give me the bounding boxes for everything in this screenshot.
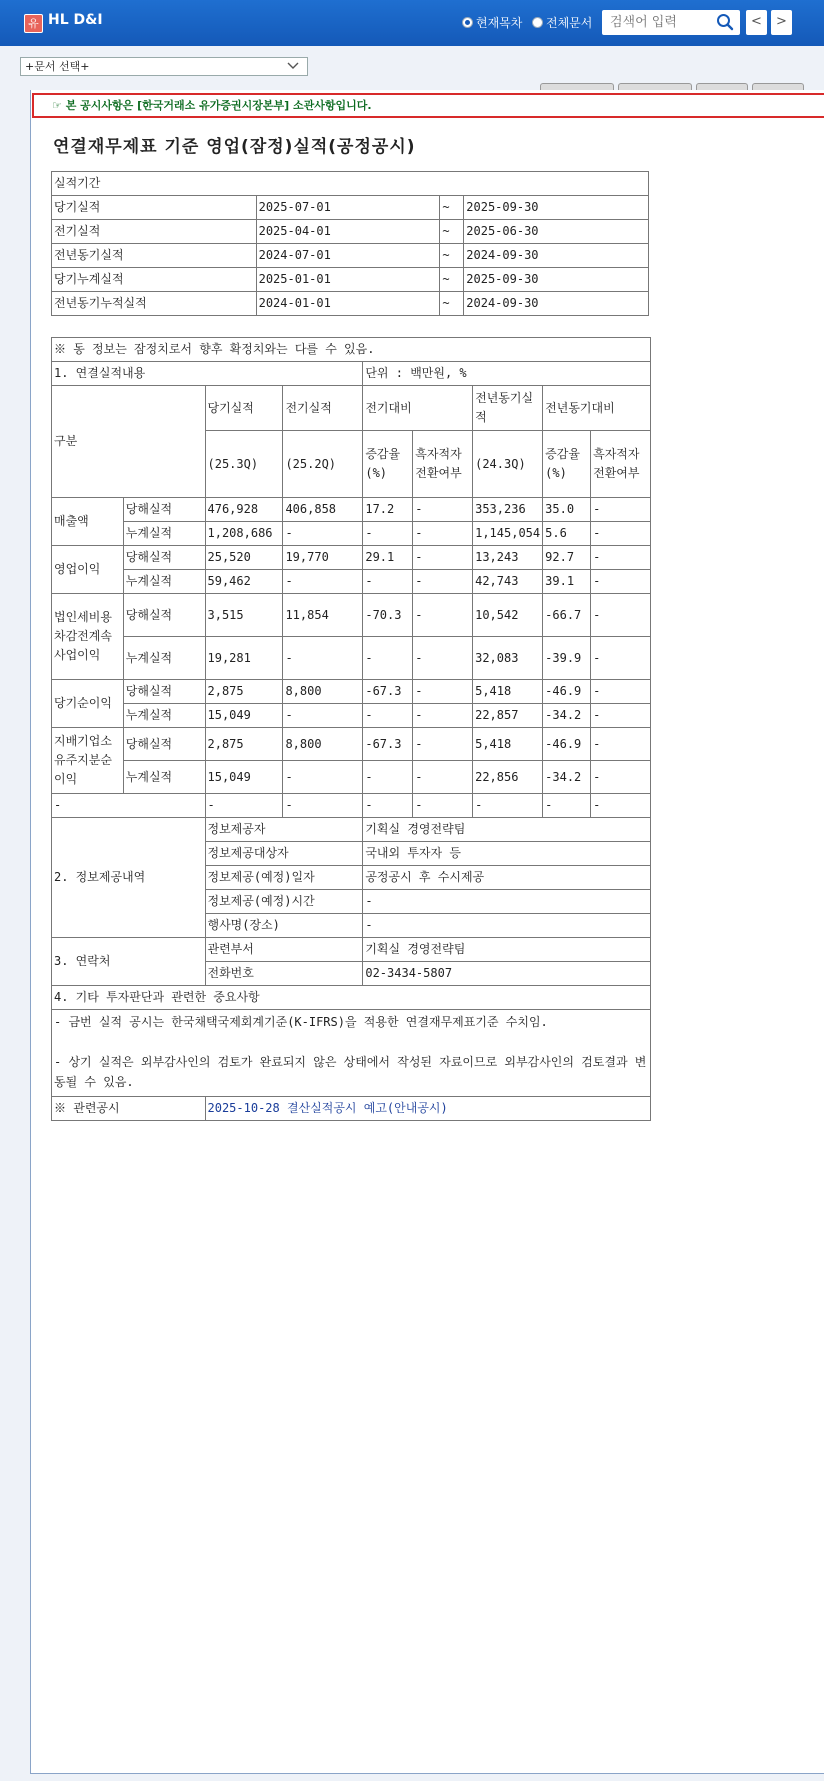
- table-row: [52, 637, 651, 680]
- section-4-notes: [52, 1010, 651, 1097]
- cell-turnaround: -: [413, 680, 473, 704]
- header-last-year: 전년동기실적: [473, 386, 543, 431]
- cell-turnaround: -: [413, 761, 473, 794]
- period-tilde: ~: [440, 220, 464, 244]
- cell-turnaround: -: [413, 594, 473, 637]
- table-row: [52, 794, 651, 818]
- info-value: 국내외 투자자 등: [363, 842, 651, 866]
- header-rate: 증감율(%): [363, 431, 413, 498]
- row-type: 당해실적: [123, 594, 205, 637]
- header-gubun: 구분: [52, 386, 206, 498]
- table-row: [52, 680, 651, 704]
- cell-turnaround-ly: -: [591, 546, 651, 570]
- cell-rate: -67.3: [363, 680, 413, 704]
- table-row: [52, 498, 651, 522]
- cell-last-year: 32,083: [473, 637, 543, 680]
- header-turnaround: 흑자적자전환여부: [413, 431, 473, 498]
- info-value: -: [363, 914, 651, 938]
- cell-rate: -: [363, 761, 413, 794]
- table-row: [52, 728, 651, 761]
- row-type: 당해실적: [123, 546, 205, 570]
- section-2-heading: 2. 정보제공내역: [52, 818, 206, 938]
- cell-last-year: 42,743: [473, 570, 543, 594]
- cell-turnaround: -: [413, 704, 473, 728]
- header-last-year-quarter: (24.3Q): [473, 431, 543, 498]
- header-previous-quarter: (25.2Q): [283, 431, 363, 498]
- period-to: 2025-09-30: [464, 196, 649, 220]
- cell-turnaround-ly: -: [591, 570, 651, 594]
- radio-dot-icon[interactable]: [462, 17, 473, 28]
- row-type: 당해실적: [123, 728, 205, 761]
- cell-current: 2,875: [205, 728, 283, 761]
- search-icon[interactable]: [716, 13, 734, 31]
- contact-key: 전화번호: [205, 962, 363, 986]
- cell-rate-ly: 5.6: [543, 522, 591, 546]
- cell-rate: -: [363, 522, 413, 546]
- cell-current: 25,520: [205, 546, 283, 570]
- contact-value: 02-3434-5807: [363, 962, 651, 986]
- note-1: - 금번 실적 공시는 한국채택국제회계기준(K-IFRS)을 적용한 연결재무제표기준 수치임.: [54, 1015, 548, 1029]
- cell-previous: 11,854: [283, 594, 363, 637]
- cell-last-year: 1,145,054: [473, 522, 543, 546]
- cell-last-year: 10,542: [473, 594, 543, 637]
- dash-cell: -: [205, 794, 283, 818]
- row-type: 누계실적: [123, 522, 205, 546]
- table-row: [52, 268, 649, 292]
- cell-last-year: 5,418: [473, 680, 543, 704]
- cell-rate-ly: 35.0: [543, 498, 591, 522]
- row-type: 누계실적: [123, 704, 205, 728]
- period-tilde: ~: [440, 268, 464, 292]
- cell-previous: 19,770: [283, 546, 363, 570]
- period-to: 2024-09-30: [464, 244, 649, 268]
- info-value: -: [363, 890, 651, 914]
- related-disclosure-link[interactable]: 2025-10-28 결산실적공시 예고(안내공시): [207, 1101, 448, 1115]
- contact-value: 기획실 경영전략팀: [363, 938, 651, 962]
- cell-turnaround-ly: -: [591, 704, 651, 728]
- metric-name: 법인세비용차감전계속사업이익: [52, 594, 124, 680]
- info-value: 기획실 경영전략팀: [363, 818, 651, 842]
- period-from: 2025-04-01: [256, 220, 440, 244]
- cell-last-year: 22,857: [473, 704, 543, 728]
- period-label: 당기실적: [52, 196, 257, 220]
- period-from: 2024-07-01: [256, 244, 440, 268]
- section-3-heading: 3. 연락처: [52, 938, 206, 986]
- header-current-quarter: (25.3Q): [205, 431, 283, 498]
- period-from: 2025-01-01: [256, 268, 440, 292]
- cell-turnaround: -: [413, 522, 473, 546]
- info-key: 행사명(장소): [205, 914, 363, 938]
- period-from: 2024-01-01: [256, 292, 440, 316]
- next-button[interactable]: >: [771, 10, 792, 35]
- row-type: 누계실적: [123, 570, 205, 594]
- cell-turnaround-ly: -: [591, 498, 651, 522]
- period-table: [51, 171, 649, 316]
- related-cell: [205, 1097, 651, 1121]
- header-turnaround-ly: 흑자적자전환여부: [591, 431, 651, 498]
- metric-name: 매출액: [52, 498, 124, 546]
- table-row: [52, 522, 651, 546]
- cell-rate: 17.2: [363, 498, 413, 522]
- document-select[interactable]: [20, 57, 308, 76]
- table-row: [52, 292, 649, 316]
- header-vs-previous: 전기대비: [363, 386, 473, 431]
- app-logo-icon: 유: [24, 14, 43, 33]
- period-header: 실적기간: [52, 172, 649, 196]
- row-type: 당해실적: [123, 498, 205, 522]
- note-spacer: [54, 1032, 648, 1052]
- cell-turnaround-ly: -: [591, 761, 651, 794]
- row-type: 누계실적: [123, 761, 205, 794]
- cell-rate-ly: 39.1: [543, 570, 591, 594]
- header-rate-ly: 증감율(%): [543, 431, 591, 498]
- cell-previous: -: [283, 570, 363, 594]
- radio-all-label: 전체문서: [546, 16, 593, 30]
- period-label: 당기누계실적: [52, 268, 257, 292]
- info-value: 공정공시 후 수시제공: [363, 866, 651, 890]
- table-row: [52, 220, 649, 244]
- header-vs-last-year: 전년동기대비: [543, 386, 651, 431]
- cell-rate: -: [363, 637, 413, 680]
- radio-current-label: 현재목차: [476, 16, 523, 30]
- metric-name: 당기순이익: [52, 680, 124, 728]
- period-tilde: ~: [440, 292, 464, 316]
- period-from: 2025-07-01: [256, 196, 440, 220]
- section-4-heading: 4. 기타 투자판단과 관련한 중요사항: [52, 986, 651, 1010]
- app-title: HL D&I: [48, 12, 103, 28]
- period-to: 2025-09-30: [464, 268, 649, 292]
- dash-cell: -: [543, 794, 591, 818]
- cell-rate-ly: -66.7: [543, 594, 591, 637]
- header-current: 당기실적: [205, 386, 283, 431]
- search-input[interactable]: [608, 10, 716, 35]
- caution-text: ※ 동 정보는 잠정치로서 향후 확정치와는 다를 수 있음.: [52, 338, 651, 362]
- info-key: 정보제공(예정)시간: [205, 890, 363, 914]
- cell-turnaround-ly: -: [591, 594, 651, 637]
- table-row: [52, 938, 651, 962]
- cell-previous: -: [283, 522, 363, 546]
- radio-current-toc[interactable]: [462, 14, 522, 31]
- related-label: ※ 관련공시: [52, 1097, 206, 1121]
- period-to: 2025-06-30: [464, 220, 649, 244]
- cell-current: 2,875: [205, 680, 283, 704]
- row-type: 당해실적: [123, 680, 205, 704]
- cell-rate: -: [363, 704, 413, 728]
- cell-rate: -67.3: [363, 728, 413, 761]
- note-2: - 상기 실적은 외부감사인의 검토가 완료되지 않은 상태에서 작성된 자료이므로 외부감사인의 검토결과 변동될 수 있음.: [54, 1055, 647, 1089]
- jurisdiction-notice: ☞ 본 공시사항은 [한국거래소 유가증권시장본부] 소관사항입니다.: [32, 93, 824, 118]
- period-tilde: ~: [440, 196, 464, 220]
- cell-turnaround: -: [413, 728, 473, 761]
- results-table: [51, 337, 651, 1121]
- cell-turnaround: -: [413, 637, 473, 680]
- cell-rate: -: [363, 570, 413, 594]
- info-key: 정보제공자: [205, 818, 363, 842]
- cell-rate-ly: 92.7: [543, 546, 591, 570]
- info-key: 정보제공(예정)일자: [205, 866, 363, 890]
- metric-name: 영업이익: [52, 546, 124, 594]
- period-label: 전기실적: [52, 220, 257, 244]
- cell-turnaround-ly: -: [591, 680, 651, 704]
- cell-rate-ly: -46.9: [543, 680, 591, 704]
- top-bar: [0, 0, 824, 46]
- cell-turnaround: -: [413, 498, 473, 522]
- cell-rate: -70.3: [363, 594, 413, 637]
- cell-previous: -: [283, 637, 363, 680]
- table-row: [52, 818, 651, 842]
- search-box: [602, 10, 740, 35]
- cell-previous: 8,800: [283, 680, 363, 704]
- cell-current: 15,049: [205, 704, 283, 728]
- section-1-heading: 1. 연결실적내용: [52, 362, 363, 386]
- cell-current: 1,208,686: [205, 522, 283, 546]
- radio-dot-icon[interactable]: [532, 17, 543, 28]
- cell-current: 476,928: [205, 498, 283, 522]
- cell-turnaround-ly: -: [591, 522, 651, 546]
- cell-last-year: 353,236: [473, 498, 543, 522]
- cell-turnaround: -: [413, 546, 473, 570]
- table-row: [52, 244, 649, 268]
- table-row: [52, 196, 649, 220]
- dash-cell: -: [413, 794, 473, 818]
- cell-current: 15,049: [205, 761, 283, 794]
- unit-label: 단위 : 백만원, %: [363, 362, 651, 386]
- radio-all-docs[interactable]: [532, 14, 592, 31]
- cell-last-year: 5,418: [473, 728, 543, 761]
- cell-current: 59,462: [205, 570, 283, 594]
- document-body: [51, 126, 651, 1121]
- cell-turnaround-ly: -: [591, 637, 651, 680]
- chevron-down-icon: [287, 61, 299, 71]
- cell-rate-ly: -46.9: [543, 728, 591, 761]
- period-label: 전년동기실적: [52, 244, 257, 268]
- cell-previous: 8,800: [283, 728, 363, 761]
- metric-name: 지배기업소유주지분순이익: [52, 728, 124, 794]
- period-label: 전년동기누적실적: [52, 292, 257, 316]
- table-row: [52, 704, 651, 728]
- period-to: 2024-09-30: [464, 292, 649, 316]
- cell-rate: 29.1: [363, 546, 413, 570]
- dash-cell: -: [283, 794, 363, 818]
- cell-previous: -: [283, 704, 363, 728]
- dash-cell: -: [52, 794, 206, 818]
- table-row: [52, 761, 651, 794]
- row-type: 누계실적: [123, 637, 205, 680]
- cell-last-year: 22,856: [473, 761, 543, 794]
- period-tilde: ~: [440, 244, 464, 268]
- table-row: [52, 570, 651, 594]
- page-title: 연결재무제표 기준 영업(잠정)실적(공정공시): [53, 137, 416, 157]
- table-row: [52, 546, 651, 570]
- table-row: [52, 594, 651, 637]
- cell-rate-ly: -39.9: [543, 637, 591, 680]
- cell-previous: 406,858: [283, 498, 363, 522]
- cell-current: 3,515: [205, 594, 283, 637]
- dash-cell: -: [591, 794, 651, 818]
- cell-turnaround: -: [413, 570, 473, 594]
- cell-turnaround-ly: -: [591, 728, 651, 761]
- cell-rate-ly: -34.2: [543, 704, 591, 728]
- dash-cell: -: [473, 794, 543, 818]
- document-select-value: +문서 선택+: [25, 60, 90, 73]
- cell-previous: -: [283, 761, 363, 794]
- prev-button[interactable]: <: [746, 10, 767, 35]
- cell-last-year: 13,243: [473, 546, 543, 570]
- info-key: 정보제공대상자: [205, 842, 363, 866]
- cell-current: 19,281: [205, 637, 283, 680]
- contact-key: 관련부서: [205, 938, 363, 962]
- dash-cell: -: [363, 794, 413, 818]
- header-previous: 전기실적: [283, 386, 363, 431]
- cell-rate-ly: -34.2: [543, 761, 591, 794]
